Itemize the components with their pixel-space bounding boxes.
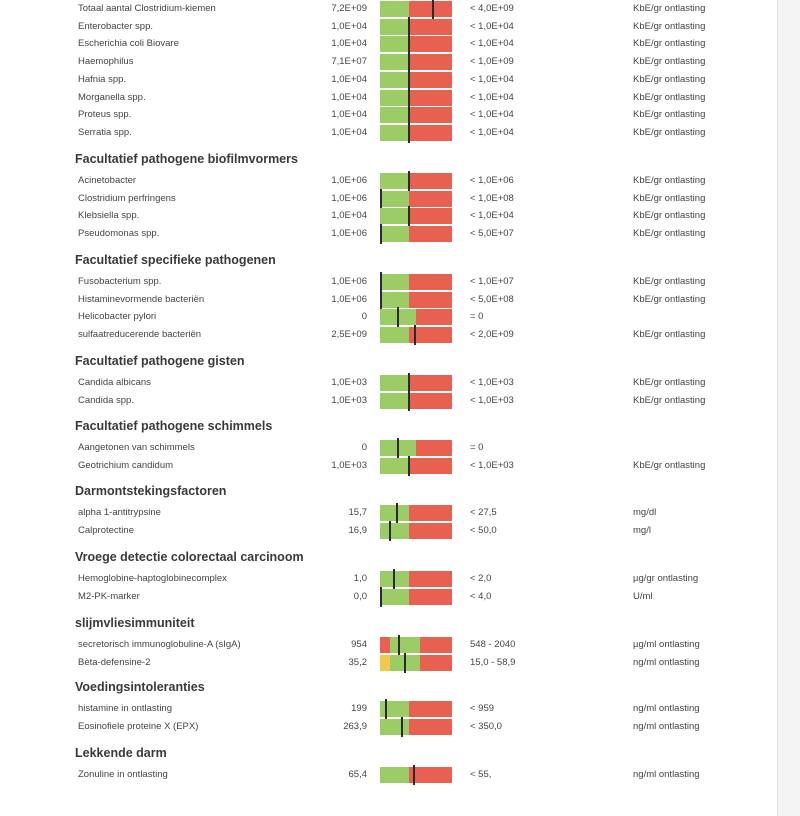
- reference-range: < 1,0E+04: [470, 73, 514, 85]
- normal-range-segment: [380, 90, 409, 106]
- result-row: [0, 273, 777, 291]
- value-marker: [393, 569, 395, 589]
- abnormal-range-segment: [409, 208, 452, 224]
- normal-range-segment: [380, 767, 409, 783]
- result-value: 65,4: [348, 769, 367, 780]
- unit-label: KbE/gr ontlasting: [633, 175, 706, 186]
- abnormal-range-segment: [409, 226, 452, 242]
- result-value: 1,0E+06: [331, 293, 367, 305]
- value-marker: [397, 307, 399, 327]
- test-name: Pseudomonas spp.: [78, 228, 160, 239]
- reference-range: < 350,0: [470, 721, 502, 732]
- normal-range-segment: [380, 72, 409, 88]
- result-value: 16,9: [348, 525, 367, 536]
- unit-label: KbE/gr ontlasting: [633, 377, 706, 388]
- test-name: sulfaatreducerende bacteriën: [78, 329, 202, 340]
- abnormal-range-segment: [409, 458, 452, 474]
- test-name: Bèta-defensine-2: [78, 657, 151, 668]
- reference-range: < 1,0E+04: [470, 210, 514, 221]
- section-title: Facultatief pathogene schimmels: [75, 419, 273, 433]
- result-row: [0, 588, 777, 606]
- unit-label: KbE/gr ontlasting: [633, 20, 706, 32]
- normal-range-segment: [380, 505, 409, 521]
- test-name: Fusobacterium spp.: [78, 276, 162, 287]
- unit-label: ng/ml ontlasting: [633, 721, 700, 732]
- range-bar: [380, 19, 452, 35]
- range-bar: [380, 208, 452, 224]
- reference-range: < 50,0: [470, 525, 497, 536]
- abnormal-range-segment: [409, 375, 452, 391]
- result-value: 1,0E+04: [331, 20, 367, 32]
- result-value: 1,0E+03: [331, 377, 367, 388]
- result-value: 1,0E+06: [331, 192, 367, 204]
- result-row: [0, 308, 777, 326]
- range-bar: [380, 274, 452, 290]
- value-marker: [408, 373, 410, 393]
- section-title: slijmvliesimmuniteit: [75, 616, 195, 630]
- section-title: Facultatief pathogene gisten: [75, 354, 245, 368]
- range-bar: [380, 523, 452, 539]
- normal-range-segment: [380, 191, 409, 207]
- result-row: [0, 172, 777, 190]
- normal-range-segment: [380, 173, 409, 189]
- normal-range-segment: [380, 375, 409, 391]
- result-value: 1,0E+06: [331, 228, 367, 239]
- abnormal-range-segment: [409, 191, 452, 207]
- range-bar: [380, 655, 452, 671]
- result-value: 199: [351, 703, 367, 714]
- value-marker: [380, 224, 382, 244]
- value-marker: [413, 765, 415, 785]
- section-title: Vroege detectie colorectaal carcinoom: [75, 550, 304, 564]
- reference-range: < 1,0E+04: [470, 109, 514, 120]
- test-name: Candida albicans: [78, 377, 151, 388]
- result-row: [0, 124, 777, 142]
- unit-label: U/ml: [633, 591, 653, 602]
- normal-range-segment: [380, 226, 409, 242]
- normal-range-segment: [380, 208, 409, 224]
- unit-label: mg/l: [633, 525, 651, 536]
- unit-label: ng/ml ontlasting: [633, 769, 700, 780]
- test-name: Candida spp.: [78, 395, 134, 406]
- abnormal-range-segment: [409, 701, 452, 717]
- normal-range-segment: [380, 1, 409, 17]
- range-bar: [380, 36, 452, 52]
- reference-range: 548 - 2040: [470, 639, 516, 650]
- range-bar: [380, 1, 452, 17]
- abnormal-range-segment: [420, 637, 452, 653]
- reference-range: < 4,0E+09: [470, 3, 514, 14]
- result-value: 1,0E+04: [331, 109, 367, 120]
- reference-range: < 4,0: [470, 591, 492, 602]
- test-name: Escherichia coli Biovare: [78, 38, 179, 49]
- reference-range: < 5,0E+07: [470, 228, 514, 239]
- range-bar: [380, 505, 452, 521]
- normal-range-segment: [380, 589, 409, 605]
- section-title: Facultatief specifieke pathogenen: [75, 253, 276, 267]
- abnormal-range-segment: [409, 393, 452, 409]
- result-row: [0, 636, 777, 654]
- normal-range-segment: [380, 523, 409, 539]
- result-row: [0, 374, 777, 392]
- reference-range: < 1,0E+04: [470, 38, 514, 49]
- range-bar: [380, 107, 452, 123]
- result-row: [0, 53, 777, 71]
- unit-label: KbE/gr ontlasting: [633, 329, 706, 340]
- test-name: Eosinofiele proteine X (EPX): [78, 721, 199, 732]
- normal-range-segment: [380, 458, 409, 474]
- reference-range: < 1,0E+04: [470, 91, 514, 103]
- value-marker: [398, 635, 400, 655]
- result-value: 1,0: [353, 573, 367, 584]
- result-value: 0: [361, 311, 367, 322]
- reference-range: < 1,0E+06: [470, 175, 514, 186]
- low-range-segment: [380, 655, 390, 671]
- reference-range: < 27,5: [470, 507, 497, 518]
- unit-label: KbE/gr ontlasting: [633, 91, 706, 103]
- test-name: Aangetonen van schimmels: [78, 442, 195, 453]
- range-bar: [380, 292, 452, 308]
- range-bar: [380, 701, 452, 717]
- result-row: [0, 700, 777, 718]
- unit-label: ng/ml ontlasting: [633, 657, 700, 668]
- abnormal-range-segment: [409, 173, 452, 189]
- result-value: 1,0E+06: [331, 175, 367, 186]
- result-row: [0, 439, 777, 457]
- unit-label: KbE/gr ontlasting: [633, 228, 706, 239]
- test-name: Histaminevormende bacteriën: [78, 293, 205, 305]
- test-name: histamine in ontlasting: [78, 703, 172, 714]
- test-name: Helicobacter pylori: [78, 311, 157, 322]
- result-value: 0,0: [353, 591, 367, 602]
- result-row: [0, 190, 777, 208]
- reference-range: < 1,0E+07: [470, 276, 514, 287]
- normal-range-segment: [390, 637, 420, 653]
- unit-label: KbE/gr ontlasting: [633, 56, 706, 67]
- range-bar: [380, 719, 452, 735]
- normal-range-segment: [380, 292, 409, 308]
- result-row: [0, 89, 777, 107]
- unit-label: KbE/gr ontlasting: [633, 127, 706, 138]
- range-bar: [380, 125, 452, 141]
- result-row: [0, 207, 777, 225]
- value-marker: [408, 456, 410, 476]
- result-row: [0, 35, 777, 53]
- test-name: Serratia spp.: [78, 127, 132, 138]
- abnormal-range-segment: [409, 107, 452, 123]
- result-row: [0, 718, 777, 736]
- abnormal-range-segment: [409, 571, 452, 587]
- range-bar: [380, 226, 452, 242]
- test-name: Enterobacter spp.: [78, 20, 153, 32]
- result-value: 1,0E+03: [331, 395, 367, 406]
- value-marker: [404, 653, 406, 673]
- abnormal-range-segment: [409, 589, 452, 605]
- abnormal-range-segment: [409, 54, 452, 70]
- test-name: Haemophilus: [78, 56, 134, 67]
- abnormal-range-segment: [416, 309, 452, 325]
- result-row: [0, 106, 777, 124]
- test-name: M2-PK-marker: [78, 591, 140, 602]
- unit-label: KbE/gr ontlasting: [633, 210, 706, 221]
- test-name: Klebsiella spp.: [78, 210, 140, 221]
- value-marker: [414, 325, 416, 345]
- result-value: 1,0E+04: [331, 91, 367, 103]
- range-bar: [380, 571, 452, 587]
- unit-label: KbE/gr ontlasting: [633, 109, 706, 120]
- reference-range: < 2,0: [470, 573, 492, 584]
- result-value: 1,0E+04: [331, 73, 367, 85]
- abnormal-range-segment: [409, 19, 452, 35]
- result-value: 1,0E+04: [331, 210, 367, 221]
- normal-range-segment: [380, 274, 409, 290]
- result-row: [0, 71, 777, 89]
- abnormal-range-segment: [409, 90, 452, 106]
- section-title: Voedingsintoleranties: [75, 680, 205, 694]
- result-row: [0, 0, 777, 18]
- reference-range: < 2,0E+09: [470, 329, 514, 340]
- abnormal-range-segment: [416, 440, 452, 456]
- reference-range: 15,0 - 58,9: [470, 657, 516, 668]
- abnormal-range-segment: [409, 125, 452, 141]
- reference-range: < 5,0E+08: [470, 293, 514, 305]
- result-row: [0, 225, 777, 243]
- reference-range: < 1,0E+04: [470, 127, 514, 138]
- value-marker: [389, 521, 391, 541]
- value-marker: [397, 438, 399, 458]
- normal-range-segment: [380, 36, 409, 52]
- reference-range: < 1,0E+04: [470, 20, 514, 32]
- result-value: 7,1E+07: [331, 56, 367, 67]
- value-marker: [380, 290, 382, 310]
- reference-range: = 0: [470, 442, 484, 453]
- result-row: [0, 766, 777, 784]
- range-bar: [380, 309, 452, 325]
- unit-label: mg/dl: [633, 507, 657, 518]
- value-marker: [408, 391, 410, 411]
- reference-range: = 0: [470, 311, 484, 322]
- unit-label: KbE/gr ontlasting: [633, 276, 706, 287]
- unit-label: KbE/gr ontlasting: [633, 293, 706, 305]
- result-value: 0: [361, 442, 367, 453]
- range-bar: [380, 72, 452, 88]
- result-value: 2,5E+09: [331, 329, 367, 340]
- range-bar: [380, 173, 452, 189]
- abnormal-range-segment: [409, 1, 452, 17]
- reference-range: < 959: [470, 703, 495, 714]
- abnormal-range-segment: [409, 523, 452, 539]
- value-marker: [408, 206, 410, 226]
- result-value: 1,0E+04: [331, 127, 367, 138]
- abnormal-range-segment: [409, 36, 452, 52]
- unit-label: KbE/gr ontlasting: [633, 192, 706, 204]
- range-bar: [380, 393, 452, 409]
- value-marker: [385, 699, 387, 719]
- result-value: 954: [351, 639, 367, 650]
- test-name: Clostridium perfringens: [78, 192, 176, 204]
- test-name: Proteus spp.: [78, 109, 132, 120]
- range-bar: [380, 327, 452, 343]
- value-marker: [408, 105, 410, 125]
- test-name: Acinetobacter: [78, 175, 137, 186]
- range-bar: [380, 440, 452, 456]
- test-name: secretorisch immunoglobuline-A (sIgA): [78, 639, 241, 650]
- result-value: 1,0E+04: [331, 38, 367, 49]
- reference-range: < 55,: [470, 769, 492, 780]
- result-row: [0, 18, 777, 36]
- section-title: Darmontstekingsfactoren: [75, 484, 227, 498]
- section-title: Lekkende darm: [75, 746, 167, 760]
- test-name: Morganella spp.: [78, 91, 146, 103]
- result-row: [0, 291, 777, 309]
- unit-label: µg/ml ontlasting: [633, 639, 700, 650]
- reference-range: < 1,0E+03: [470, 377, 514, 388]
- value-marker: [408, 34, 410, 54]
- test-name: Hemoglobine-haptoglobinecomplex: [78, 573, 227, 584]
- value-marker: [401, 717, 403, 737]
- value-marker: [432, 0, 434, 19]
- unit-label: ng/ml ontlasting: [633, 703, 700, 714]
- value-marker: [380, 189, 382, 209]
- result-row: [0, 504, 777, 522]
- value-marker: [408, 171, 410, 191]
- result-value: 263,9: [343, 721, 367, 732]
- normal-range-segment: [380, 107, 409, 123]
- range-bar: [380, 767, 452, 783]
- normal-range-segment: [380, 19, 409, 35]
- reference-range: < 1,0E+03: [470, 395, 514, 406]
- result-row: [0, 654, 777, 672]
- test-name: alpha 1-antitrypsine: [78, 507, 161, 518]
- result-value: 7,2E+09: [331, 3, 367, 14]
- result-value: 1,0E+03: [331, 460, 367, 471]
- range-bar: [380, 589, 452, 605]
- normal-range-segment: [380, 125, 409, 141]
- normal-range-segment: [380, 54, 409, 70]
- abnormal-range-segment: [409, 767, 452, 783]
- abnormal-range-segment: [409, 505, 452, 521]
- unit-label: µg/gr ontlasting: [633, 573, 699, 584]
- result-value: 15,7: [348, 507, 367, 518]
- abnormal-range-segment: [380, 637, 390, 653]
- abnormal-range-segment: [409, 72, 452, 88]
- result-row: [0, 570, 777, 588]
- test-name: Zonuline in ontlasting: [78, 769, 168, 780]
- unit-label: KbE/gr ontlasting: [633, 395, 706, 406]
- normal-range-segment: [380, 327, 409, 343]
- value-marker: [380, 587, 382, 607]
- result-value: 1,0E+06: [331, 276, 367, 287]
- value-marker: [396, 503, 398, 523]
- value-marker: [408, 123, 410, 143]
- range-bar: [380, 90, 452, 106]
- normal-range-segment: [380, 719, 409, 735]
- result-value: 35,2: [348, 657, 367, 668]
- range-bar: [380, 375, 452, 391]
- result-row: [0, 392, 777, 410]
- unit-label: KbE/gr ontlasting: [633, 3, 706, 14]
- result-row: [0, 326, 777, 344]
- test-name: Totaal aantal Clostridium-kiemen: [78, 3, 216, 14]
- reference-range: < 1,0E+03: [470, 460, 514, 471]
- unit-label: KbE/gr ontlasting: [633, 38, 706, 49]
- abnormal-range-segment: [409, 274, 452, 290]
- unit-label: KbE/gr ontlasting: [633, 460, 706, 471]
- abnormal-range-segment: [409, 292, 452, 308]
- section-title: Facultatief pathogene biofilmvormers: [75, 152, 298, 166]
- test-name: Calprotectine: [78, 525, 134, 536]
- abnormal-range-segment: [420, 655, 452, 671]
- abnormal-range-segment: [409, 719, 452, 735]
- value-marker: [408, 70, 410, 90]
- test-name: Hafnia spp.: [78, 73, 127, 85]
- test-name: Geotrichium candidum: [78, 460, 174, 471]
- range-bar: [380, 191, 452, 207]
- range-bar: [380, 54, 452, 70]
- reference-range: < 1,0E+08: [470, 192, 514, 204]
- result-row: [0, 457, 777, 475]
- range-bar: [380, 637, 452, 653]
- result-row: [0, 522, 777, 540]
- range-bar: [380, 458, 452, 474]
- normal-range-segment: [380, 393, 409, 409]
- unit-label: KbE/gr ontlasting: [633, 73, 706, 85]
- reference-range: < 1,0E+09: [470, 56, 514, 67]
